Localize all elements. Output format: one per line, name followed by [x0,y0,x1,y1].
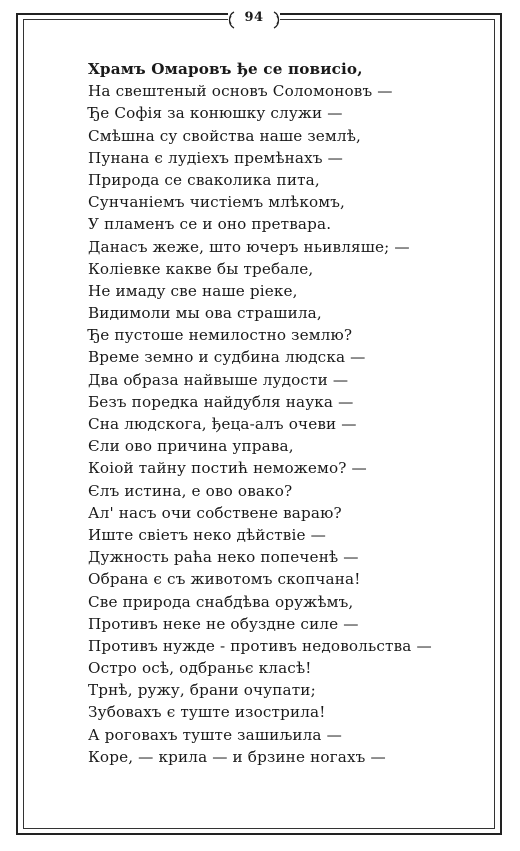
poem-line: Природа се сваколика пита, [88,170,320,189]
poem-line: Данасъ жеже, што ючеръ ньивляше; — [88,237,410,256]
poem-line: Дужность раћа неко попеченѣ — [88,548,359,567]
page-number-ornament [228,3,280,31]
page-number: 94 [244,9,264,25]
poem-line: Не имаду све наше ріеке, [88,281,298,300]
poem-line: Противъ неке не обуздне силе — [88,614,359,633]
poem-line: Сунчаніемъ чистіемъ млѣкомъ, [88,193,346,212]
poem-line: Противъ нужде - противъ недовольства — [88,636,432,655]
poem-line: Пунана є лудіехъ премѣнахъ — [88,148,343,167]
poem-line: Коліевке какве бы требале, [88,259,314,278]
poem-line: Остро осѣ, одбраньє класѣ! [88,659,312,678]
poem-line: Ђе пустоше немилостно землю? [88,326,353,345]
poem-line: На свештеный основъ Соломоновъ — [88,82,393,101]
poem-line: Безъ поредка найдубля наука — [88,392,354,411]
poem-line: Трнѣ, ружу, брани очупати; [88,681,316,700]
poem-line: Храмъ Омаровъ ђе се повисіо, [88,60,363,78]
poem-line: Коре, — крила — и брзине ногахъ — [88,747,386,766]
poem-line: Смѣшна су свойства наше землѣ, [88,126,361,145]
poem-line: Време земно и судбина людска — [88,348,366,367]
poem-line: У пламенъ се и оно претвара. [88,215,332,234]
poem-line: Ђе Софія за конюшку служи — [88,104,343,123]
poem-line: Два образа найвыше лудости — [88,370,349,389]
poem-line: Зубовахъ є туште изострила! [88,703,326,722]
poem-line: А роговахъ туште зашиљила — [88,725,342,744]
poem-line: Иште свіетъ неко дѣйствіе — [88,525,326,544]
poem-line: Єли ово причина управа, [88,437,294,456]
poem-line: Видимоли мы ова страшила, [88,304,322,323]
poem-text [88,58,488,768]
poem-line: Ал' насъ очи собствене вараю? [88,503,342,522]
poem-line: Єлъ истина, е ово овако? [88,481,293,500]
ornament-right-icon [272,11,282,29]
ornament-left-icon [226,11,236,29]
poem-line: Све природа снабдѣва оружѣмъ, [88,592,354,611]
poem-line: Коіой тайну постић неможемо? — [88,459,367,478]
poem-line: Обрана є съ животомъ скопчана! [88,570,361,589]
poem-line: Сна людскога, ђеца-алъ очеви — [88,415,357,433]
